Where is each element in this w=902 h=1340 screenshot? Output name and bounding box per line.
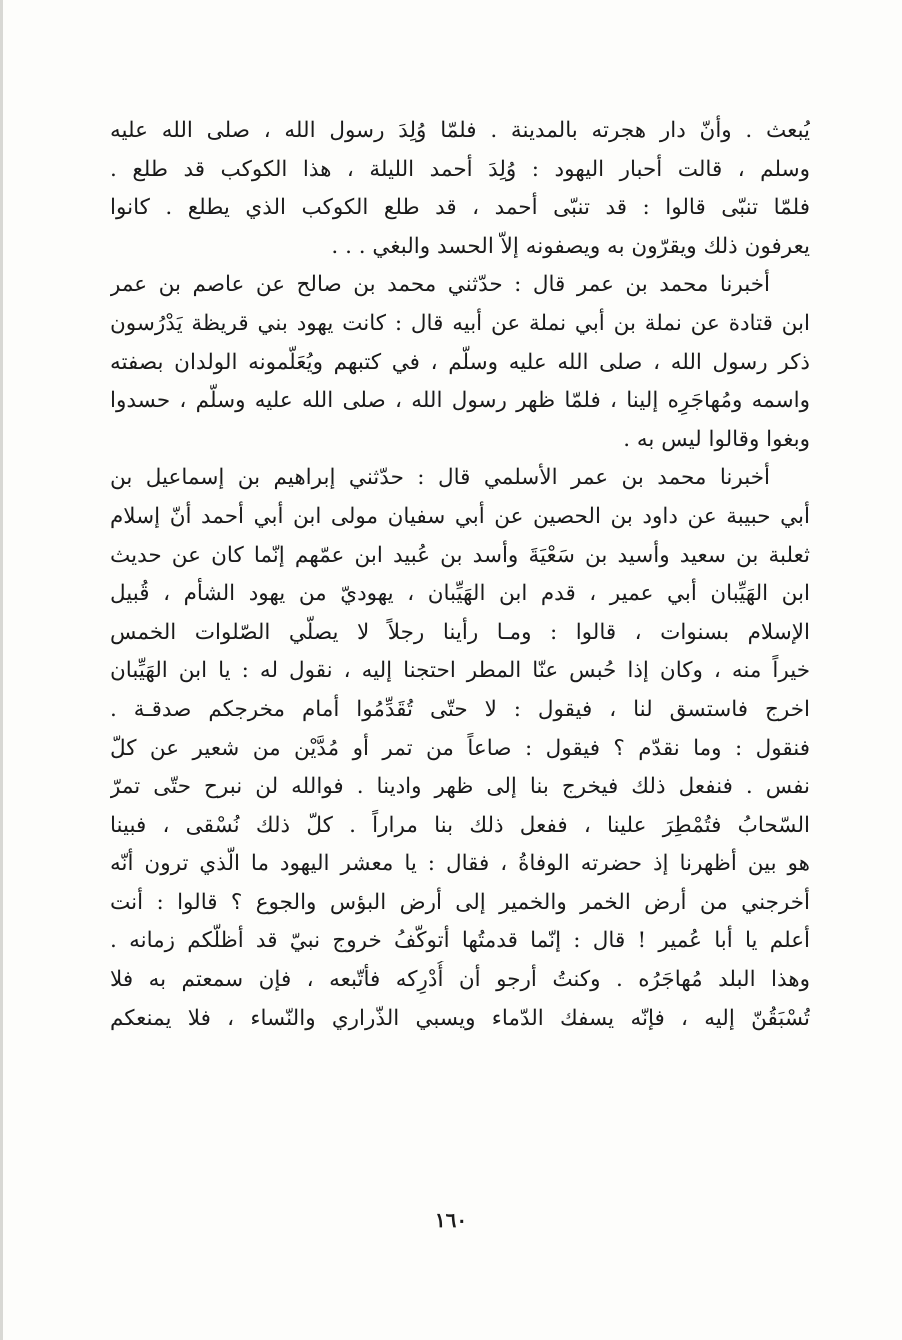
text-line: أخرجني من أرض الخمر والخمير إلى أرض البؤس والجوع ؟ قالوا : أنت [110, 889, 810, 915]
text-line: الإسلام بسنوات ، قالوا : ومـا رأينا رجلاً لا يصلّي الصّلوات الخمس [110, 619, 810, 645]
text-line: أعلم يا أبا عُمير ! قال : إنّما قدمتُها أتوكّفُ خروج نبيّ قد أظلّكم زمانه . [110, 928, 810, 954]
paragraph-3 [110, 459, 810, 1038]
text-line: وهذا البلد مُهاجَرُه . وكنتُ أرجو أن أُدْرِكه فأتّبعه ، فإن سمعتم به فلا [110, 967, 810, 993]
text-line: نفس . فنفعل ذلك فيخرج بنا إلى ظهر وادينا . فوالله لن نبرح حتّى تمرّ [110, 774, 810, 800]
text-line: أخبرنا محمد بن عمر الأسلمي قال : حدّثني إبراهيم بن إسماعيل بن [110, 465, 770, 491]
text-line: وسلم ، قالت أحبار اليهود : وُلِدَ أحمد الليلة ، هذا الكوكب قد طلع . [110, 156, 810, 182]
text-line: هو بين أظهرنا إذ حضرته الوفاةُ ، فقال : يا معشر اليهود ما الّذي ترون أنّه [110, 851, 810, 877]
page-number: ١٦٠ [434, 1208, 468, 1232]
paragraph-2 [110, 266, 810, 459]
text-line: ابن الهَيِّبان أبي عمير ، قدم ابن الهَيِّبان ، يهوديّ من يهود الشأم ، قُبيل [110, 581, 810, 607]
text-line: أخبرنا محمد بن عمر قال : حدّثني محمد بن صالح عن عاصم بن عمر [110, 272, 770, 298]
text-line: أبي حبيبة عن داود بن الحصين عن أبي سفيان مولى ابن أبي أحمد أنّ إسلام [110, 503, 810, 529]
text-line: وبغوا وقالوا ليس به . [623, 426, 810, 452]
page-edge-shadow [0, 0, 3, 1340]
text-line: تُسْبَقُنّ إليه ، فإنّه يسفك الدّماء ويسبي الذّراري والنّساء ، فلا يمنعكم [110, 1005, 810, 1031]
text-line: ذكر رسول الله ، صلى الله عليه وسلّم ، في كتبهم ويُعَلّمونه الولدان بصفته [110, 349, 810, 375]
text-line: ابن قتادة عن نملة بن أبي نملة عن أبيه قال : كانت يهود بني قريظة يَدْرُسون [110, 310, 810, 336]
text-line: السّحابُ فتُمْطِرَ علينا ، ففعل ذلك بنا مراراً . كلّ ذلك نُسْقى ، فبينا [110, 812, 810, 838]
text-line: خيراً منه ، وكان إذا حُبس عنّا المطر احتجنا إليه ، نقول له : يا ابن الهَيِّبان [110, 658, 810, 684]
text-line: فنقول : وما نقدّم ؟ فيقول : صاعاً من تمر أو مُدَّيْن من شعير عن كلّ [110, 735, 810, 761]
paragraph-1 [110, 112, 810, 266]
body-text [110, 112, 810, 1038]
text-line: اخرج فاستسق لنا ، فيقول : لا حتّى تُقَدِّمُوا أمام مخرجكم صدقـة . [110, 696, 810, 722]
text-line: فلمّا تنبّى قالوا : قد تنبّى أحمد ، قد طلع الكوكب الذي يطلع . كانوا [110, 195, 810, 221]
text-line: يعرفون ذلك ويقرّون به ويصفونه إلاّ الحسد والبغي . . . [331, 233, 810, 259]
text-line: ثعلبة بن سعيد وأسيد بن سَعْيَةَ وأسد بن عُبيد ابن عمّهم إنّما كان عن حديث [110, 542, 810, 568]
text-line: يُبعث . وأنّ دار هجرته بالمدينة . فلمّا وُلِدَ رسول الله ، صلى الله عليه [110, 118, 810, 143]
text-line: واسمه ومُهاجَرِه إلينا ، فلمّا ظهر رسول الله ، صلى الله عليه وسلّم ، حسدوا [110, 388, 810, 414]
